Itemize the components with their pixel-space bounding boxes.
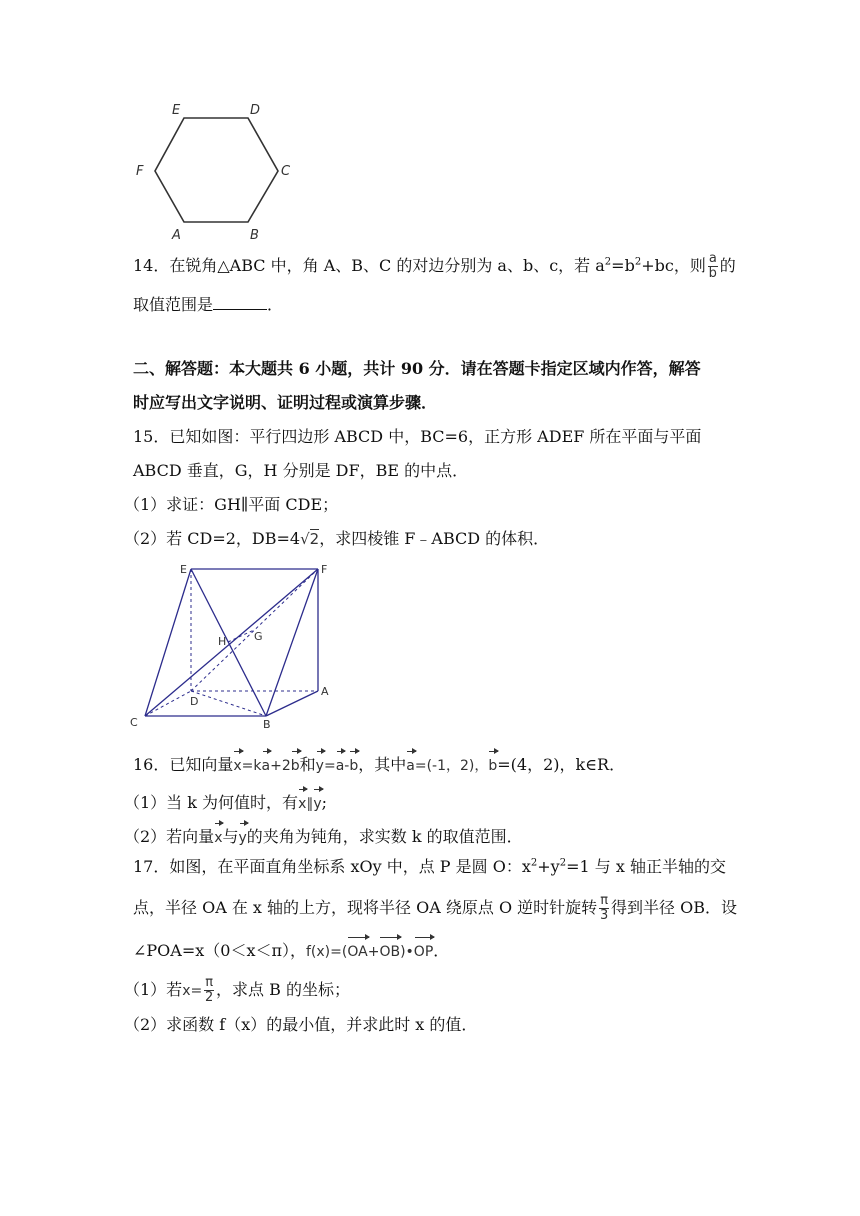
q17-fraction-pi-3 bbox=[599, 894, 609, 923]
q16-vec-b: b bbox=[291, 748, 300, 777]
q17-part2: （2）求函数 f（x）的最小值，并求此时 x 的值． bbox=[124, 1015, 478, 1034]
q14-line2 bbox=[133, 294, 283, 316]
q14-frac-den: b bbox=[708, 266, 717, 281]
q16-text-a: 16．已知向量 bbox=[133, 755, 234, 774]
q15-part2 bbox=[124, 528, 549, 550]
q17-vec-ob: OB bbox=[379, 934, 400, 963]
q16-line1 bbox=[133, 748, 625, 777]
q14-text-a: 14．在锐角△ABC 中，角 A、B、C 的对边分别为 a、b、c，若 a bbox=[133, 256, 605, 275]
q14-text-line2-end: ． bbox=[267, 295, 284, 314]
q17-frac-two: 2 bbox=[204, 990, 214, 1005]
q17-f-b: )• bbox=[400, 944, 414, 960]
edge-hg-hidden bbox=[228, 630, 254, 642]
hexagon-label-a: A bbox=[172, 228, 181, 243]
q16-vec-y: y bbox=[316, 748, 324, 777]
q17-plus: + bbox=[367, 944, 380, 960]
q16-eq1: =k bbox=[241, 758, 262, 774]
q16-vec-x: x bbox=[233, 748, 241, 777]
q17-sup-2: 2 bbox=[559, 857, 567, 869]
q17-frac-three: 3 bbox=[599, 908, 609, 923]
q16-part1-vec-x: x bbox=[298, 786, 306, 815]
q17-line3-b: ． bbox=[433, 941, 450, 960]
pyramid-label-e: E bbox=[180, 563, 187, 576]
hexagon-label-e: E bbox=[172, 103, 181, 118]
pyramid-label-b: B bbox=[263, 718, 271, 730]
q16-vec-b3: b bbox=[488, 748, 497, 777]
q14-text-d: 的 bbox=[719, 256, 736, 275]
q16-part1 bbox=[124, 786, 327, 815]
q14-text-c: +bc，则 bbox=[641, 256, 706, 275]
hexagon-figure bbox=[128, 98, 298, 244]
q16-vec-b2: b bbox=[349, 748, 358, 777]
q17-vec-op: OP bbox=[414, 934, 433, 963]
q17-line2-b: 得到半径 OB．设 bbox=[611, 898, 737, 917]
pyramid-label-d: D bbox=[190, 695, 199, 708]
q16-part1-vec-y: y bbox=[313, 786, 321, 815]
q14-answer-blank bbox=[213, 295, 267, 310]
q15-line1: 15．已知如图：平行四边形 ABCD 中，BC=6，正方形 ADEF 所在平面与平面 bbox=[133, 427, 702, 446]
q14-text-b: =b bbox=[611, 256, 635, 275]
q15-part1: （1）求证：GH∥平面 CDE； bbox=[124, 495, 339, 514]
q14-fraction bbox=[708, 252, 718, 281]
section2-line1: 二、解答题：本大题共 6 小题，共计 90 分．请在答题卡指定区域内作答，解答 bbox=[133, 359, 701, 378]
q14-sup-2: 2 bbox=[634, 256, 642, 268]
q16-part2 bbox=[124, 820, 523, 849]
q15-line2: ABCD 垂直，G，H 分别是 DF，BE 的中点． bbox=[133, 461, 469, 480]
q16-and: 和 bbox=[299, 755, 316, 774]
q16-vec-a2: a bbox=[336, 748, 345, 777]
q17-frac-pi: π bbox=[600, 893, 609, 908]
q16-part1-b: ; bbox=[321, 793, 328, 812]
q16-plus: +2 bbox=[270, 758, 291, 774]
q17-line3-a: ∠POA=x（0＜x＜π）， bbox=[133, 941, 306, 960]
q16-part1-a: （1）当 k 为何值时，有 bbox=[124, 793, 299, 812]
q17-vec-oa: OA bbox=[347, 934, 367, 963]
q17-line2 bbox=[133, 894, 737, 923]
q17-text-c: =1 与 x 轴正半轴的交 bbox=[566, 857, 726, 876]
q16-eq2: = bbox=[323, 758, 336, 774]
q16-a-value: =(-1，2)， bbox=[414, 758, 489, 774]
q17-text-a: 17．如图，在平面直角坐标系 xOy 中，点 P 是圆 O：x bbox=[133, 857, 531, 876]
q14-line1 bbox=[133, 252, 736, 281]
q17-line2-a: 点，半径 OA 在 x 轴的上方，现将半径 OA 绕原点 O 逆时针旋转 bbox=[133, 898, 598, 917]
q17-x-eq: x= bbox=[182, 983, 203, 999]
q16-vec-a3: a bbox=[406, 748, 415, 777]
section2-line2: 时应写出文字说明、证明过程或演算步骤． bbox=[133, 393, 438, 412]
q17-text-b: +y bbox=[537, 857, 560, 876]
q15-part2-b: ，求四棱锥 F﹣ABCD 的体积． bbox=[319, 529, 550, 548]
q15-part2-a: （2）若 CD=2，DB=4 bbox=[124, 529, 301, 548]
q16-with: 与 bbox=[222, 827, 239, 846]
q17-sup-1: 2 bbox=[530, 857, 538, 869]
q17-line1 bbox=[133, 856, 726, 878]
q15-sqrt: √2 bbox=[300, 530, 320, 548]
q14-sup-1: 2 bbox=[604, 256, 612, 268]
q16-part2-vec-y: y bbox=[239, 820, 247, 849]
pyramid-label-h: H bbox=[218, 635, 227, 648]
q17-fraction-pi-2 bbox=[204, 976, 214, 1005]
q14-text-line2: 取值范围是 bbox=[133, 295, 214, 314]
pyramid-label-a: A bbox=[321, 685, 329, 698]
hexagon-shape bbox=[155, 118, 278, 222]
q16-part2-vec-x: x bbox=[214, 820, 222, 849]
q17-frac-pi-2: π bbox=[205, 975, 214, 990]
q17-part1-a: （1）若 bbox=[124, 980, 183, 999]
hexagon-label-d: D bbox=[250, 103, 261, 118]
pyramid-figure bbox=[128, 560, 338, 730]
q17-line3 bbox=[133, 934, 449, 963]
q16-part2-b: 的夹角为钝角，求实数 k 的取值范围． bbox=[246, 827, 523, 846]
hexagon-label-f: F bbox=[136, 164, 144, 179]
q16-b-value: =(4，2)，k∈R． bbox=[497, 755, 626, 774]
edge-ec bbox=[145, 569, 191, 716]
q16-parallel: ∥ bbox=[306, 796, 314, 812]
q14-frac-num: a bbox=[708, 251, 717, 266]
hexagon-label-c: C bbox=[281, 164, 291, 179]
q16-minus: - bbox=[344, 758, 350, 774]
q17-part1 bbox=[124, 976, 350, 1005]
pyramid-label-g: G bbox=[254, 630, 263, 643]
q17-part1-b: ，求点 B 的坐标； bbox=[216, 980, 350, 999]
q16-part2-a: （2）若向量 bbox=[124, 827, 215, 846]
pyramid-label-c: C bbox=[130, 716, 138, 729]
hexagon-label-b: B bbox=[250, 228, 259, 243]
q17-f-a: f(x)=( bbox=[306, 944, 348, 960]
q16-vec-a: a bbox=[262, 748, 271, 777]
pyramid-label-f: F bbox=[321, 563, 328, 576]
q15-sqrt-value: 2 bbox=[309, 530, 320, 548]
q16-where: ，其中 bbox=[358, 755, 407, 774]
